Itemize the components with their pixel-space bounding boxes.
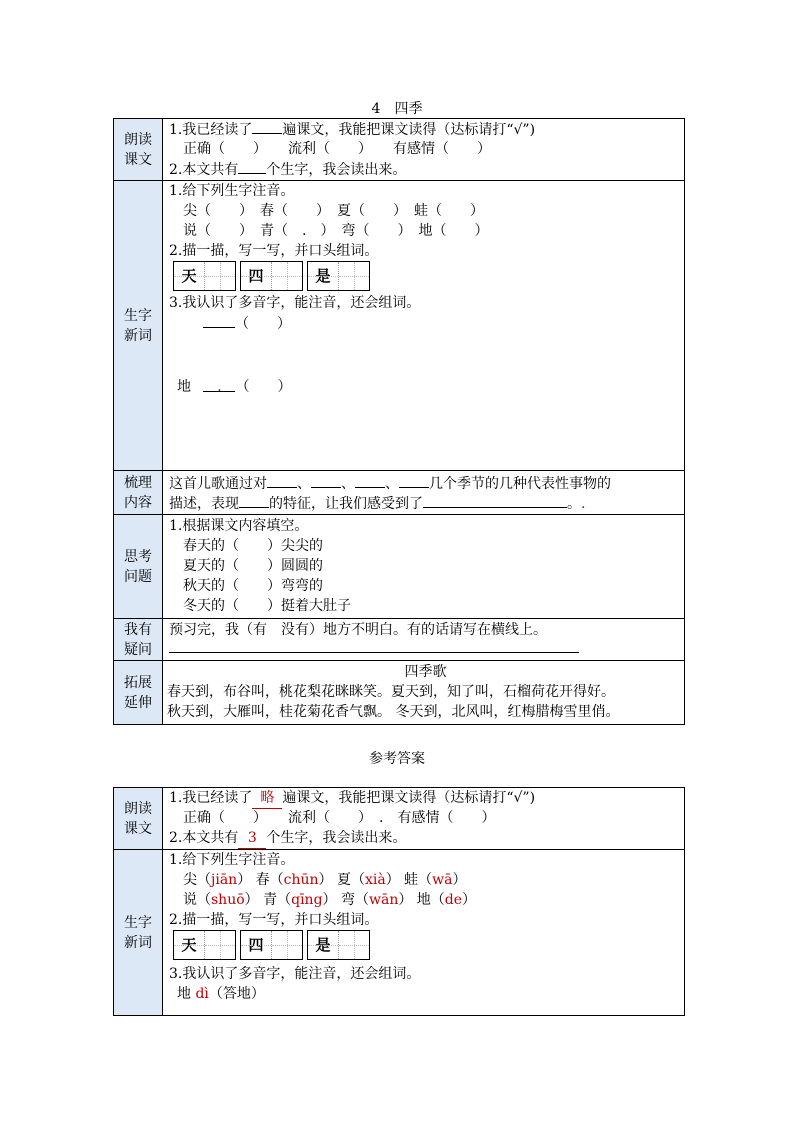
season-blank-3[interactable] bbox=[355, 473, 385, 488]
question-text: 预习完，我（有 没有）地方不明白。有的话请写在横线上。 bbox=[169, 622, 547, 638]
answer-tianzi-row bbox=[169, 930, 684, 960]
extend-section bbox=[163, 661, 685, 725]
polyphone-blank-1[interactable] bbox=[203, 313, 235, 328]
sort-section bbox=[163, 471, 685, 515]
words-q2: 2.描一描，写一写，并口头组词。 bbox=[169, 243, 379, 259]
answer-pinyin-row-1: 尖（jiān） 春（chūn） 夏（xià） 蛙（wā） bbox=[183, 872, 467, 888]
read-line-3: 2.本文共有 个生字，我会读出来。 bbox=[169, 159, 684, 179]
feeling-blank[interactable] bbox=[423, 493, 567, 508]
label-question: 我有 疑问 bbox=[114, 619, 163, 661]
label-sort: 梳理 内容 bbox=[114, 471, 163, 515]
char-count-blank[interactable] bbox=[238, 159, 266, 174]
answer-char-count: 3 bbox=[238, 828, 266, 849]
tianzi-box-2[interactable]: 四 bbox=[240, 261, 303, 291]
think-item: 夏天的（ ）圆圆的 bbox=[183, 558, 323, 574]
label-think: 思考 问题 bbox=[114, 515, 163, 619]
preview-worksheet bbox=[113, 118, 685, 725]
answer-title: 参考答案 bbox=[369, 751, 425, 767]
tianzi-box-3[interactable]: 是 bbox=[307, 261, 370, 291]
polyphone-line-1: （ ） bbox=[169, 313, 684, 333]
poem-line-2: 秋天到，大雁叫，桂花菊花香气飘。 冬天到，北风叫，红梅腊梅雪里俏。 bbox=[167, 704, 620, 720]
season-blank-4[interactable] bbox=[399, 473, 429, 488]
polyphone-blank-2[interactable]: . bbox=[203, 377, 235, 392]
tianzi-box-1[interactable]: 天 bbox=[173, 261, 236, 291]
label-read: 朗读 课文 bbox=[114, 119, 163, 181]
label-extend: 拓展 延伸 bbox=[114, 661, 163, 725]
page-title: 4 四季 bbox=[371, 101, 423, 117]
poem-title: 四季歌 bbox=[404, 664, 447, 680]
sort-line-2: 描述，表现 的特征，让我们感受到了 。. bbox=[169, 493, 684, 513]
answer-words-section: 1.给下列生字注音。 尖（jiān） 春（chūn） 夏（xià） 蛙（wā） 说（shuō） 青（qīng） 弯（wān） 地（de） 2.描一描，写一写，并口头组词。 天 四 是 3.我认识了多音字，能注音，还会组词。 地 dì（答地） bbox=[163, 850, 685, 1016]
think-item: 冬天的（ ）挺着大肚子 bbox=[183, 598, 351, 614]
read-section bbox=[163, 119, 685, 181]
answer-pinyin-row-2: 说（shuō） 青（qīng） 弯（wān） 地（de） bbox=[183, 892, 477, 908]
think-item: 秋天的（ ）弯弯的 bbox=[183, 578, 323, 594]
tianzi-row bbox=[169, 261, 684, 291]
read-times-blank[interactable] bbox=[252, 119, 282, 134]
answer-polyphone: 地 dì（答地） bbox=[177, 986, 265, 1002]
label-words: 生字 新词 bbox=[114, 181, 163, 471]
words-q3: 3.我认识了多音字，能注音，还会组词。 bbox=[169, 295, 421, 311]
polyphone-line-2: 地 . （ ） bbox=[177, 379, 292, 395]
feature-blank[interactable] bbox=[239, 493, 269, 508]
think-item: 春天的（ ）尖尖的 bbox=[183, 538, 323, 554]
pinyin-row-1: 尖（ ） 春（ ） 夏（ ） 蛙（ ） bbox=[183, 203, 484, 219]
answer-label-read: 朗读 课文 bbox=[114, 788, 163, 850]
poem-line-1: 春天到，布谷叫，桃花梨花眯眯笑。夏天到，知了叫，石榴荷花开得好。 bbox=[167, 684, 615, 700]
answer-read-section: 1.我已经读了 略 遍课文，我能把课文读得（达标请打“√”) 正确（ ） 流利（ ） . 有感情（ ） 2.本文共有 3 个生字，我会读出来。 bbox=[163, 788, 685, 850]
read-line-2: 正确（ ） 流利（ ） 有感情（ ） bbox=[183, 141, 491, 157]
words-section bbox=[163, 181, 685, 471]
answer-worksheet bbox=[113, 787, 685, 1016]
season-blank-1[interactable] bbox=[267, 473, 297, 488]
think-question: 1.根据课文内容填空。 bbox=[169, 518, 309, 534]
read-line-1: 1.我已经读了 遍课文，我能把课文读得（达标请打“√”) bbox=[169, 119, 684, 139]
question-answer-line[interactable] bbox=[169, 640, 579, 653]
answer-tianzi-box-1: 天 bbox=[173, 930, 236, 960]
think-section bbox=[163, 515, 685, 619]
answer-tianzi-box-2: 四 bbox=[240, 930, 303, 960]
answer-read-times: 略 bbox=[252, 788, 282, 809]
question-section bbox=[163, 619, 685, 661]
answer-tianzi-box-3: 是 bbox=[307, 930, 370, 960]
words-q1: 1.给下列生字注音。 bbox=[169, 183, 295, 199]
answer-label-words: 生字 新词 bbox=[114, 850, 163, 1016]
season-blank-2[interactable] bbox=[311, 473, 341, 488]
sort-line-1: 这首儿歌通过对 、 、 、 几个季节的几种代表性事物的 bbox=[169, 473, 684, 493]
pinyin-row-2: 说（ ） 青（ . ） 弯（ ） 地（ ） bbox=[183, 223, 489, 239]
